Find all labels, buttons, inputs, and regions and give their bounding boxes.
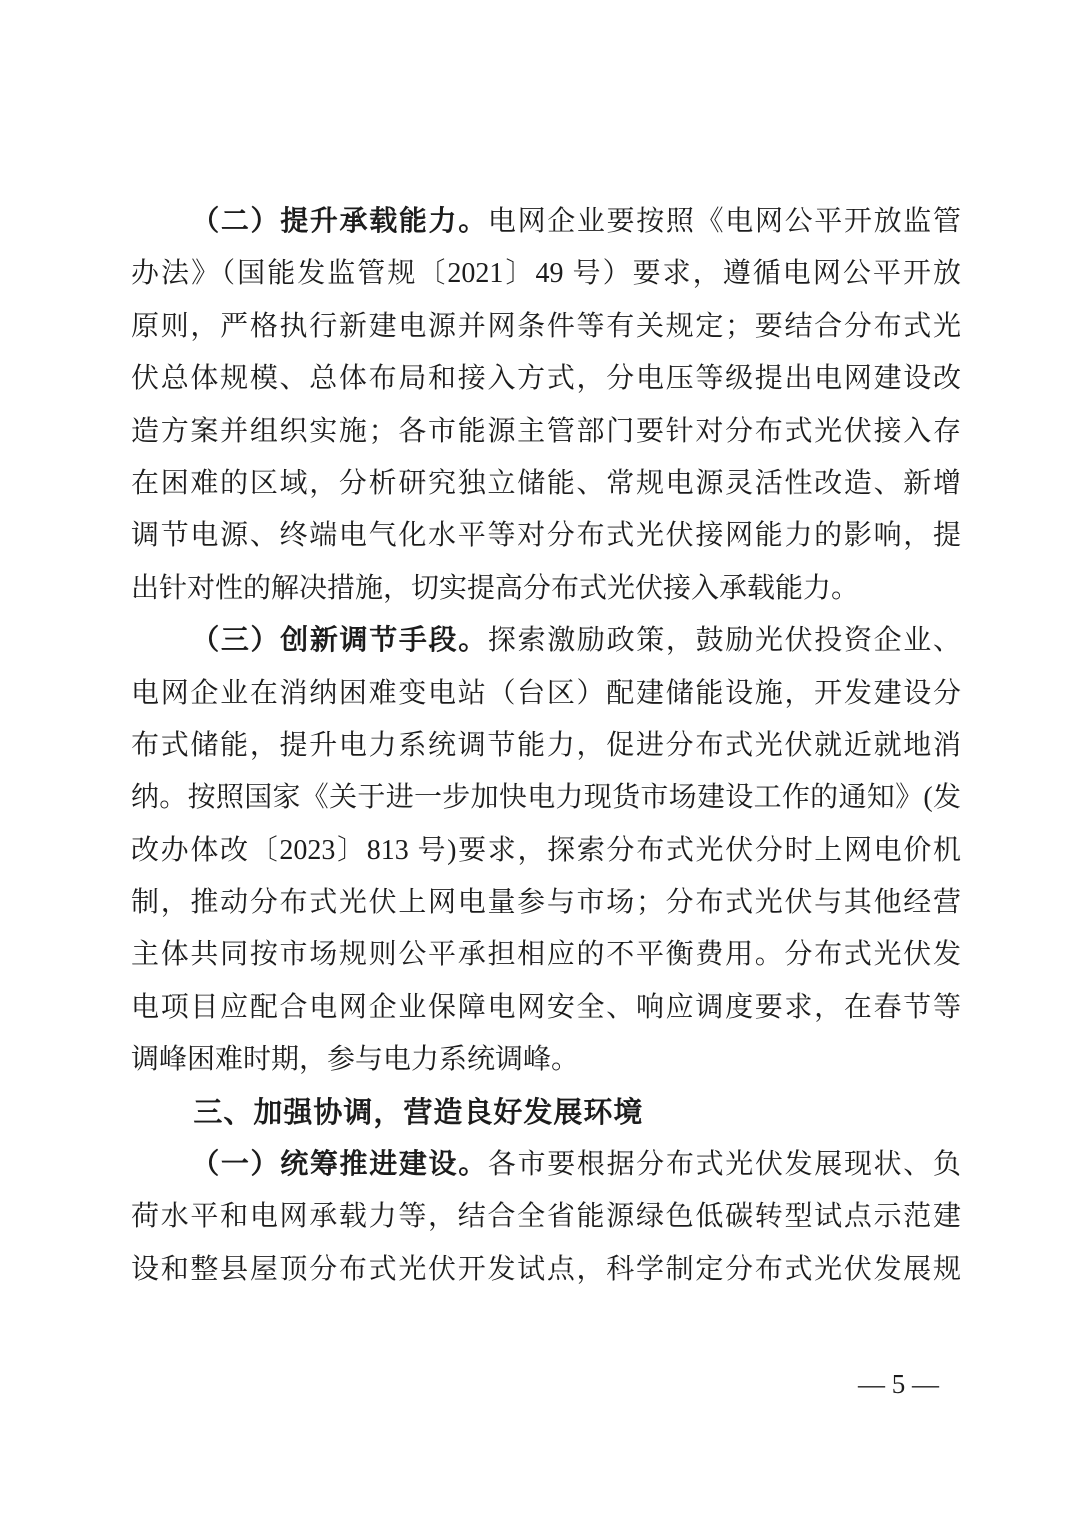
text-line: 办法》（国能发监管规〔2021〕49 号）要求，遵循电网公平开放 (131, 258, 961, 290)
text-line (131, 196, 961, 248)
text-line: 荷水平和电网承载力等，结合全省能源绿色低碳转型试点示范建 (131, 1201, 961, 1233)
text-line: 电项目应配合电网企业保障电网安全、响应调度要求，在春节等 (131, 991, 961, 1023)
text-line: 纳。按照国家《关于进一步加快电力现货市场建设工作的通知》(发 (131, 782, 961, 814)
paragraph-lead: （一）统筹推进建设。 (191, 1149, 488, 1181)
line-text: 探索激励政策，鼓励光伏投资企业、 (487, 625, 961, 657)
text-line (131, 615, 961, 667)
text-line: 设和整县屋顶分布式光伏开发试点，科学制定分布式光伏发展规 (131, 1253, 961, 1285)
document-text-block (131, 196, 961, 1296)
text-line: 伏总体规模、总体布局和接入方式，分电压等级提出电网建设改 (131, 363, 961, 395)
paragraph-lead: （三）创新调节手段。 (191, 625, 488, 657)
text-line: 布式储能，提升电力系统调节能力，促进分布式光伏就近就地消 (131, 729, 961, 761)
page-number: — 5 — (858, 1369, 939, 1399)
text-line: 在困难的区域，分析研究独立储能、常规电源灵活性改造、新增 (131, 467, 961, 499)
text-line: 制，推动分布式光伏上网电量参与市场；分布式光伏与其他经营 (131, 887, 961, 919)
line-text: 电网企业要按照《电网公平开放监管 (487, 206, 961, 237)
text-line: 出针对性的解决措施，切实提高分布式光伏接入承载能力。 (131, 572, 860, 604)
text-line: 主体共同按市场规则公平承担相应的不平衡费用。分布式光伏发 (131, 939, 961, 971)
text-line: 调峰困难时期，参与电力系统调峰。 (131, 1044, 580, 1076)
line-text: 各市要根据分布式光伏发展现状、负 (487, 1149, 961, 1181)
text-line: 改办体改〔2023〕813 号)要求，探索分布式光伏分时上网电价机 (131, 834, 961, 866)
section-heading: 三、加强协调，营造良好发展环境 (193, 1096, 644, 1129)
text-line: 电网企业在消纳困难变电站（台区）配建储能设施，开发建设分 (131, 677, 961, 709)
text-line: 原则，严格执行新建电源并网条件等有关规定；要结合分布式光 (131, 310, 961, 342)
text-line: 造方案并组织实施；各市能源主管部门要针对分布式光伏接入存 (131, 415, 961, 447)
paragraph-lead: （二）提升承载能力。 (191, 206, 488, 237)
text-line (131, 1139, 961, 1191)
text-line: 调节电源、终端电气化水平等对分布式光伏接网能力的影响，提 (131, 520, 961, 552)
